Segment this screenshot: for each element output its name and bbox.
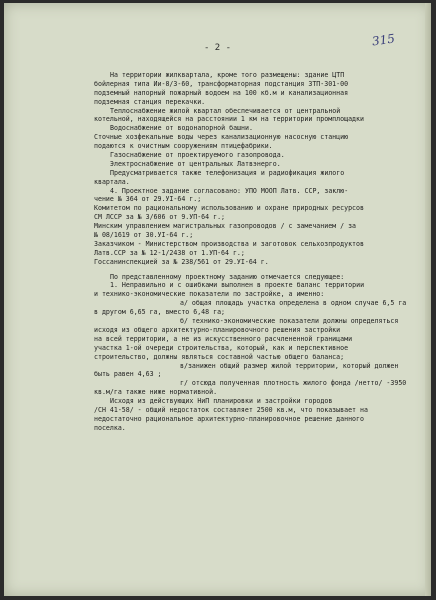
text-line: Сточные хозфекальные воды через канализационную насосную станцию [94,133,349,142]
text-line: бойлерная типа Ии-8/3-60, трансформаторная подстанция ЗТП-301-00 [94,79,349,88]
text-line: б/ технико-экономические показатели должны определяться [180,317,399,326]
text-line: 1. Неправильно и с ошибками выполнен в проекте баланс территории [110,281,365,290]
text-line: подземный напорный пожарный водоем на 100 кб.м и канализационная [94,88,349,97]
text-line: строительство, должны являться составной частью общего баланса; [94,352,345,361]
text-line: Электроснабжение от центральных Латвэнерго. [110,159,281,168]
text-line: в другом 6,65 га, вместо 6,48 га; [94,308,226,317]
document-body [94,71,414,433]
text-line: а/ общая площадь участка определена в одном случае 6,5 га [180,299,407,308]
page-edge [425,3,431,596]
text-line: Комитетом по рациональному использованию и охране природных ресурсов [94,204,364,213]
text-line: Водоснабжение от водонапорной башни. [110,124,253,133]
text-line: г/ отсюда полученная плотность жилого фонда /нетто/ -3950 [180,379,407,388]
text-line: и технико-экономические показатели по застройке, а именно: [94,290,325,299]
text-line: № 08/1619 от 30.УI-64 г.; [94,231,194,240]
text-line: Теплоснабжение жилой квартал обеспечивается от центральной [110,106,341,115]
text-line: Госсанинспекцией за № 238/561 от 29.УI-64 г. [94,257,269,266]
text-line: недостаточно рациональное архитектурно-планировочное решение данного [94,414,364,423]
text-line: на всей территории, а не из искусственного расчлененной границами [94,334,353,343]
text-line: Газоснабжение от проектируемого газопровода. [110,151,285,160]
document-page [4,3,431,596]
text-line: подземная станция перекачки. [94,97,206,106]
text-line: СМ ЛССР за № 3/606 от 9.УП-64 г.; [94,213,226,222]
handwritten-annotation: 315 [371,31,396,49]
text-line: квартала. [94,177,130,186]
text-line: Заказчиком - Министерством производства и заготовок сельхозпродуктов [94,239,364,248]
text-line: /СН 41-58/ - общий недостаток составляет 2500 кв.м, что показывает на [94,405,368,414]
text-line: в/занижен общий размер жилой территории, который должен [180,361,399,370]
text-line: подаются к очистным сооружениям птицефабрики. [94,142,273,151]
text-line: Предусматривается также телефонизация и радиофикация жилого [110,168,345,177]
text-line: быть равен 4,63 ; [94,370,162,379]
text-line: Исходя из действующих НиП планировки и застройки городов [110,397,333,406]
text-line: котельной, находящейся на расстоянии 1 км на территории промплощадки [94,115,364,124]
text-line: На территории жилквартала, кроме того размещены: здание ЦТП [110,71,345,79]
page-number: - 2 - [203,43,232,53]
text-line: Латв.ССР за № 12-1/2438 от 1.УП-64 г.; [94,248,245,257]
text-line: По представленному проектному заданию отмечается следующее: [110,272,345,281]
text-line: исходя из общего архитектурно-планировочного решения застройки [94,325,341,334]
text-line: чение № 364 от 29.УI-64 г.; [94,195,202,204]
text-line: поселка. [94,423,126,432]
text-line: Минским управлением магистральных газопроводов / с замечанием / за [94,222,357,231]
text-line: 4. Проектное задание согласовано: УПО МООП Латв. ССР, заклю- [110,186,349,195]
text-line: кв.м/га также ниже нормативной. [94,388,218,397]
text-line: участка 1-ой очереди строительства, который, как и перспективное [94,343,349,352]
